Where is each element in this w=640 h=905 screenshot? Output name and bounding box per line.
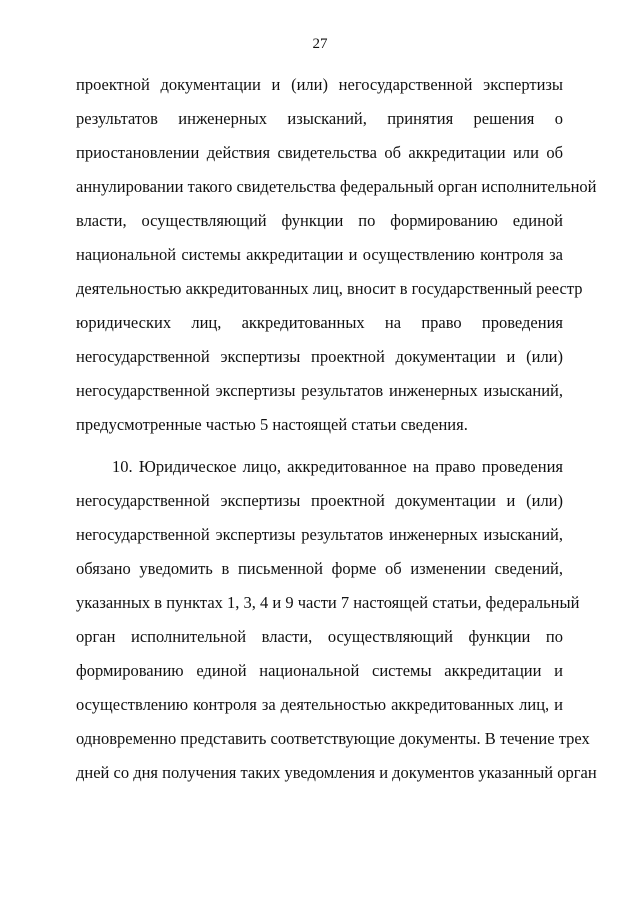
text-line: аннулировании такого свидетельства федеральный орган исполнительной — [76, 177, 597, 196]
text-line: юридических лиц, аккредитованных на право проведения — [76, 313, 563, 332]
text-line: осуществлению контроля за деятельностью аккредитованных лиц, и — [76, 695, 563, 714]
text-line: негосударственной экспертизы результатов инженерных изысканий, — [76, 381, 563, 400]
text-line: национальной системы аккредитации и осуществлению контроля за — [76, 245, 563, 264]
page-number: 27 — [312, 36, 328, 52]
text-line: предусмотренные частью 5 настоящей статьи сведения. — [76, 415, 468, 434]
text-line: формированию единой национальной системы аккредитации и — [76, 661, 563, 680]
text-line: деятельностью аккредитованных лиц, вносит в государственный реестр — [76, 279, 583, 298]
text-line: власти, осуществляющий функции по формированию единой — [76, 211, 563, 230]
text-line: негосударственной экспертизы проектной документации и (или) — [76, 347, 563, 366]
text-line: указанных в пунктах 1, 3, 4 и 9 части 7 настоящей статьи, федеральный — [76, 593, 580, 612]
text-line: негосударственной экспертизы проектной документации и (или) — [76, 491, 563, 510]
text-line: негосударственной экспертизы результатов инженерных изысканий, — [76, 525, 563, 544]
text-line: дней со дня получения таких уведомления и документов указанный орган — [76, 763, 597, 782]
text-line: одновременно представить соответствующие документы. В течение трех — [76, 729, 590, 748]
text-line: проектной документации и (или) негосударственной экспертизы — [76, 75, 563, 94]
text-line: 10. Юридическое лицо, аккредитованное на право проведения — [112, 457, 563, 476]
text-line: орган исполнительной власти, осуществляющий функции по — [76, 627, 563, 646]
paragraph-continuation — [76, 74, 597, 448]
text-line: обязано уведомить в письменной форме об изменении сведений, — [76, 559, 563, 578]
text-line: результатов инженерных изысканий, принятия решения о — [76, 109, 563, 128]
paragraph-item-10 — [76, 456, 597, 796]
text-line: приостановлении действия свидетельства об аккредитации или об — [76, 143, 563, 162]
